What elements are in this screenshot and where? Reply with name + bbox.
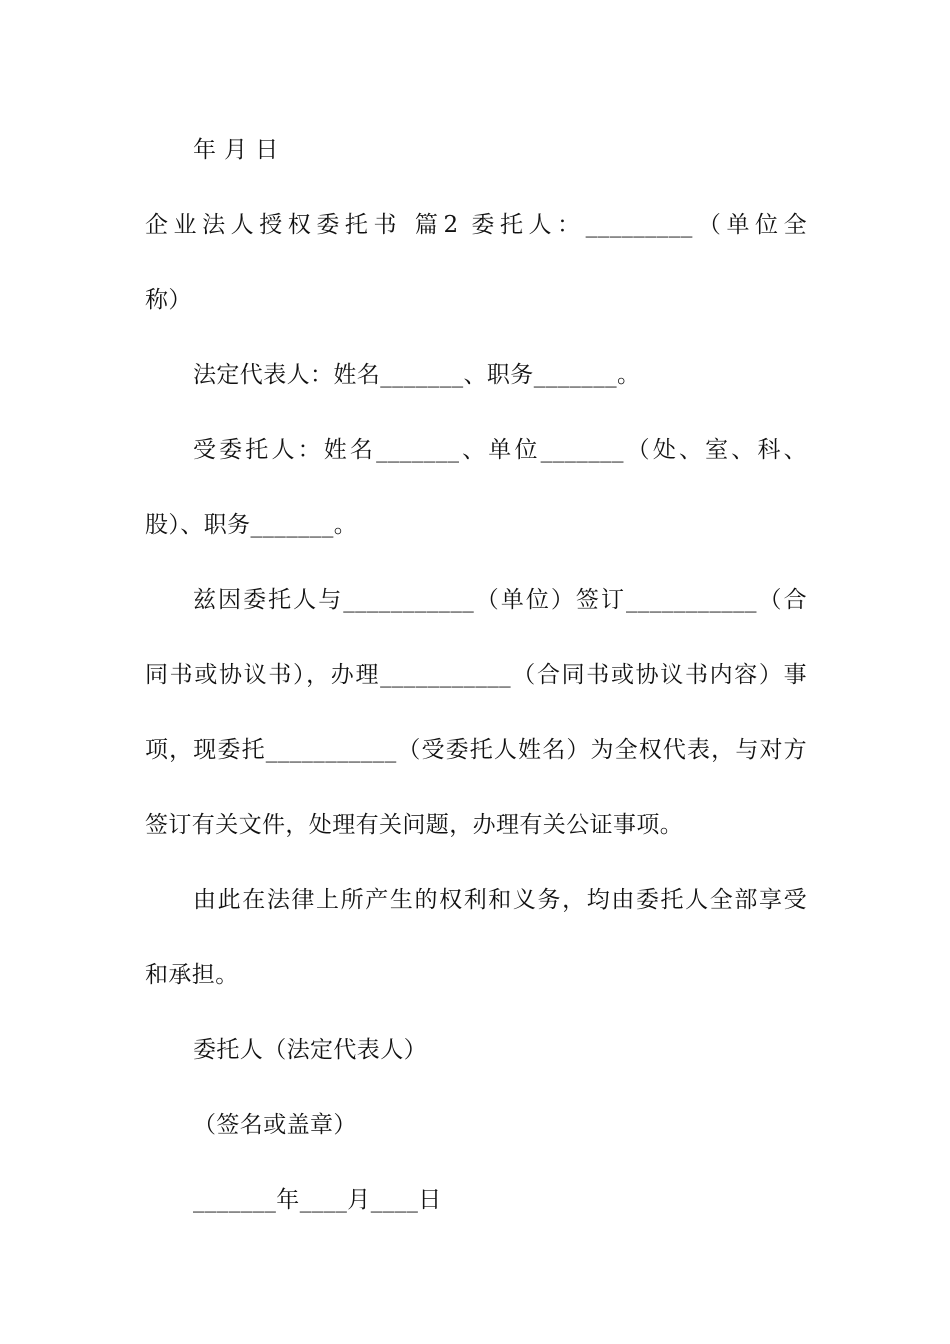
body-paragraph-1-line-4: 签订有关文件，处理有关问题，办理有关公证事项。 [145, 812, 684, 838]
legal-representative-line: 法定代表人：姓名_______、职务_______。 [193, 362, 641, 388]
principal-signature-label: 委托人（法定代表人） [193, 1037, 427, 1063]
title-and-principal-line: 企业法人授权委托书 篇2 委托人：_________（单位全 [145, 212, 807, 238]
body-paragraph-2-line-1: 由此在法律上所产生的权利和义务，均由委托人全部享受 [193, 887, 807, 913]
body-paragraph-1-line-2: 同书或协议书），办理___________（合同书或协议书内容）事 [145, 662, 807, 688]
body-paragraph-2-line-2: 和承担。 [145, 962, 239, 988]
date-line-top: 年 月 日 [193, 137, 279, 163]
date-line-bottom: _______年____月____日 [193, 1187, 442, 1213]
agent-line: 受委托人：姓名_______、单位_______（处、室、科、 [193, 437, 807, 463]
signature-or-seal-label: （签名或盖章） [193, 1112, 357, 1138]
body-paragraph-1-line-3: 项，现委托___________（受委托人姓名）为全权代表，与对方 [145, 737, 807, 763]
principal-continuation: 称） [145, 287, 192, 313]
body-paragraph-1-line-1: 兹因委托人与___________（单位）签订___________（合 [193, 587, 807, 613]
agent-continuation: 股）、职务_______。 [145, 512, 358, 538]
